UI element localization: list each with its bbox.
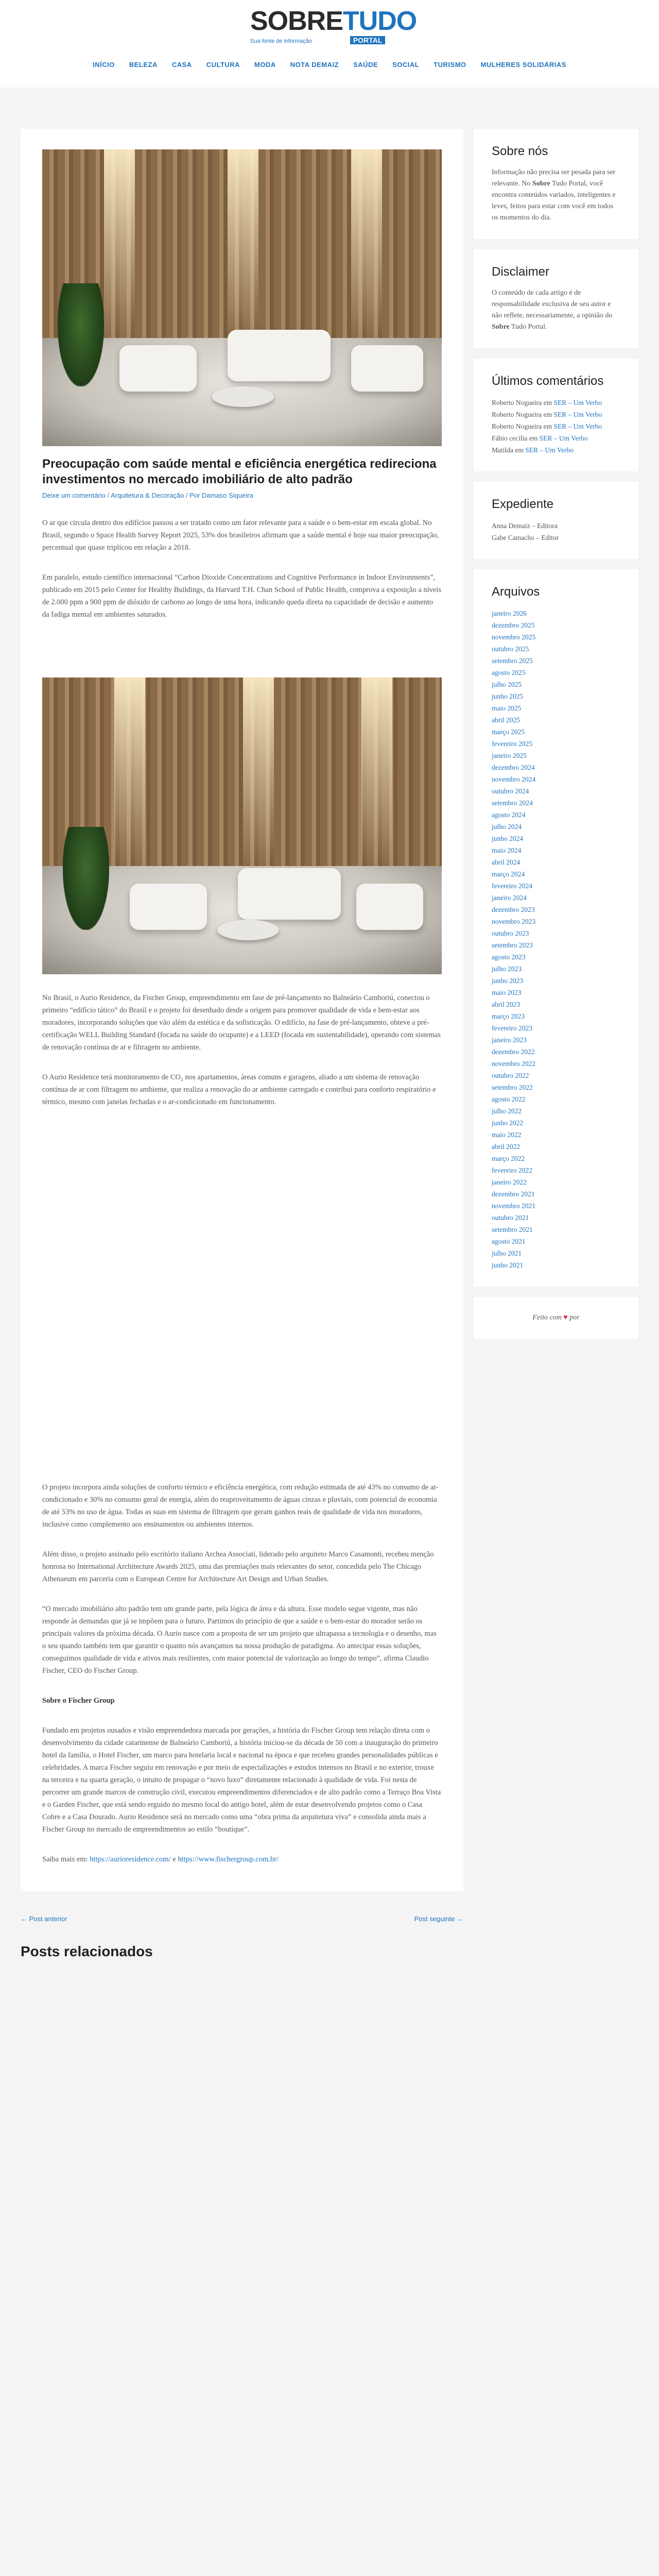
sidebar — [474, 129, 638, 1349]
archive-link[interactable]: junho 2022 — [492, 1119, 524, 1127]
comment-on: em — [542, 399, 554, 406]
comment-post-link[interactable]: SER – Um Verbo — [553, 422, 602, 430]
archive-item — [492, 1105, 620, 1117]
comment-author: Matilda — [492, 446, 513, 454]
article-paragraph: O projeto incorpora ainda soluções de conforto térmico e eficiência energética, com redução estimada de até 43% no consumo de ar-condicionado e 30% no consumo geral de energia, além do reaproveitamento de águas cinzas e pluviais, com potencial de economia de até 53% no uso de água. Todas as suas em sistema de filtragem que geram ganhos reais de qualidade de vida nos moradores, inclusive como complemento aos ensinamentos ou ambientes internos. — [42, 1483, 439, 1529]
comment-on: em — [542, 422, 554, 430]
archive-item — [492, 1176, 620, 1188]
nav-turismo[interactable]: TURISMO — [433, 61, 466, 69]
fischer-link[interactable]: https://www.fischergroup.com.br/ — [178, 1855, 279, 1863]
archive-list — [492, 607, 620, 1271]
archive-item — [492, 1212, 620, 1224]
about-text-b: Tudo Portal, você encontra conteúdos variados, inteligentes e leves, feitos para estar com você em todos os momentos do dia. — [492, 180, 616, 222]
prev-post-link[interactable]: ← Post anterior — [21, 1915, 67, 1923]
comment-author: Fábio cecília — [492, 434, 528, 442]
about-text — [492, 167, 620, 224]
made-with-love-widget — [474, 1297, 638, 1339]
comment-post-link[interactable]: SER – Um Verbo — [525, 446, 574, 454]
archive-item — [492, 951, 620, 963]
archive-link[interactable]: setembro 2024 — [492, 799, 533, 807]
archive-link[interactable]: novembro 2024 — [492, 775, 536, 783]
archive-link[interactable]: dezembro 2022 — [492, 1048, 535, 1056]
site-logo[interactable] — [250, 6, 417, 45]
recent-comment — [492, 409, 620, 420]
archive-link[interactable]: outubro 2023 — [492, 929, 529, 937]
article-links — [42, 1853, 442, 1866]
archive-item — [492, 1247, 620, 1259]
meta-author-link[interactable]: Por Damaso Siqueira — [189, 492, 253, 499]
archive-link[interactable]: junho 2023 — [492, 977, 524, 985]
comment-post-link[interactable]: SER – Um Verbo — [553, 411, 602, 418]
archive-item — [492, 1093, 620, 1105]
archive-link[interactable]: maio 2023 — [492, 989, 522, 996]
article-paragraph: Além disso, o projeto assinado pelo escritório italiano Archea Associati, liderado pelo arquiteto Marco Casamonti, recebeu menção honrosa no International Architecture Awards 2025, uma das premiações mais relevantes do setor, concedida pelo The Chicago Athenaeum em parceria com o European Centre for Architecture Art Design and Urban Studies. — [42, 1550, 434, 1583]
about-text-a: Informação não precisa ser pesada para ser relevante. No — [492, 168, 616, 188]
logo-subline — [250, 36, 410, 45]
expediente-list — [492, 520, 620, 544]
article-paragraph: No Brasil, o Aurio Residence, da Fischer Group, empreendimento em fase de pré-lançamento no Balneário Camboriú, conectou o primeiro “edifício tático” do Brasil e o projeto foi desenhado desde a origem para promover qualidade de vida e bem-estar aos moradores, incorporando soluções que vão além da estética e da sofisticação. O edifício, na fase de pré-lançamento, obteve a pré-certificação WELL Building Standard (focada na saúde do ocupante) e a LEED (focada em sustentabilidade), operando com sistemas de renovação contínua de ar e filtragem no ambiente. — [42, 994, 441, 1052]
article-paragraph: O Aurio Residence terá monitoramento de CO₂ nos apartamentos, áreas comuns e garagens, aliado a um sistema de renovação contínua de ar com filtragem no ambiente, que realiza a renovação do ar ambiente carregado e contribui para conforto respiratório e térmico, mesmo com janelas fechadas e o ar-condicionado em funcionamento. — [42, 1073, 436, 1106]
archive-link[interactable]: março 2023 — [492, 1012, 525, 1020]
nav-social[interactable]: SOCIAL — [392, 61, 420, 69]
archive-item — [492, 1224, 620, 1235]
archive-link[interactable]: julho 2025 — [492, 681, 522, 688]
disclaimer-widget — [474, 249, 638, 348]
comment-author: Roberto Nogueira — [492, 399, 542, 406]
site-header — [0, 0, 659, 88]
archive-link[interactable]: fevereiro 2023 — [492, 1024, 533, 1032]
section-heading: Sobre o Fischer Group — [42, 1697, 115, 1705]
archive-link[interactable]: maio 2022 — [492, 1131, 522, 1139]
main-content — [21, 129, 463, 1960]
archive-item — [492, 1070, 620, 1081]
archive-item — [492, 856, 620, 868]
nav-nota-demaiz[interactable]: NOTA DEMAIZ — [290, 61, 339, 69]
featured-image — [42, 149, 442, 446]
archive-item — [492, 844, 620, 856]
archive-item — [492, 1153, 620, 1164]
archive-link[interactable]: dezembro 2023 — [492, 906, 535, 913]
archive-link[interactable]: julho 2023 — [492, 965, 522, 973]
archive-item — [492, 821, 620, 833]
archive-link[interactable]: fevereiro 2025 — [492, 740, 533, 748]
archive-link[interactable]: julho 2021 — [492, 1249, 522, 1257]
comment-post-link[interactable]: SER – Um Verbo — [539, 434, 588, 442]
about-widget — [474, 129, 638, 239]
archive-item — [492, 1046, 620, 1058]
archive-widget — [474, 569, 638, 1286]
archive-item — [492, 1081, 620, 1093]
meta-category-link[interactable]: Arquitetura & Decoração — [110, 492, 184, 499]
meta-comments-link[interactable]: Deixe um comentário — [42, 492, 106, 499]
archive-link[interactable]: agosto 2024 — [492, 811, 526, 819]
disclaimer-text — [492, 287, 620, 333]
love-text-b: por — [567, 1314, 580, 1321]
archive-link[interactable]: novembro 2023 — [492, 918, 536, 925]
archive-item — [492, 1129, 620, 1141]
logo-sobre: SOBRE — [250, 6, 343, 36]
archive-link[interactable]: agosto 2025 — [492, 669, 526, 676]
recent-comment — [492, 397, 620, 409]
archive-item — [492, 880, 620, 892]
archive-item — [492, 785, 620, 797]
nav-casa[interactable]: CASA — [171, 61, 192, 69]
archive-link[interactable]: novembro 2021 — [492, 1202, 536, 1210]
disclaimer-title: Disclaimer — [492, 265, 550, 279]
archive-item — [492, 1034, 620, 1046]
logo-wordmark — [250, 6, 417, 36]
archive-item — [492, 679, 620, 690]
nav-moda[interactable]: MODA — [254, 61, 276, 69]
archive-link[interactable]: setembro 2023 — [492, 941, 533, 949]
archive-link[interactable]: dezembro 2025 — [492, 621, 535, 629]
archive-item — [492, 690, 620, 702]
archive-item — [492, 1188, 620, 1200]
nav-inicio[interactable]: INÍCIO — [93, 61, 115, 69]
logo-portal: PORTAL — [350, 36, 386, 44]
disclaimer-text-bold: Sobre — [492, 323, 510, 331]
links-prefix: Saiba mais em: — [42, 1855, 90, 1863]
archive-item — [492, 1259, 620, 1271]
article-paragraph: “O mercado imobiliário alto padrão tem um grande parte, pela lógica de área e da altura. Esse modelo segue vigente, mas não responde às demandas que já se impõem para o futuro. Partimos do princípio de que a saúde e o bem-estar do morador serão os principais valores da próxima década. O Aurio nasce com a proposta de ser um projeto que ultrapassa a tecnologia e o desenho, mas o seu quando também tem que garantir o quanto nós avançamos na nossa produção de paradigma. Ao antecipar essas soluções, conseguimos qualidade de vida e ativos mais resilientes, com maior potencial de valorização ao longo do tempo”, afirma Claudio Fischer, CEO do Fischer Group. — [42, 1605, 437, 1675]
archive-link[interactable]: outubro 2024 — [492, 787, 529, 795]
logo-tagline: Sua fonte de informação — [250, 38, 312, 44]
archive-link[interactable]: janeiro 2024 — [492, 894, 527, 902]
related-heading: Posts relacionados — [21, 1943, 153, 1959]
article-title: Preocupação com saúde mental e eficiência energética redireciona investimentos no mercado imobiliário de alto padrão — [42, 457, 437, 486]
archive-item — [492, 761, 620, 773]
article-image — [42, 677, 442, 974]
comment-author: Roberto Nogueira — [492, 411, 542, 418]
archive-item — [492, 809, 620, 821]
recent-comments-widget — [474, 359, 638, 471]
archive-item — [492, 833, 620, 844]
archive-item — [492, 726, 620, 738]
disclaimer-text-b: Tudo Portal. — [509, 323, 547, 331]
heart-icon: ♥ — [563, 1314, 568, 1321]
archive-link[interactable]: agosto 2023 — [492, 953, 526, 961]
aurio-link[interactable]: https://aurioresidence.com/ — [90, 1855, 171, 1863]
comment-on: em — [513, 446, 526, 454]
archive-item — [492, 1010, 620, 1022]
article-paragraph: Em paralelo, estudo científico internacional “Carbon Dioxide Concentrations and Cognitive Performance in Indoor Environments”, publicado em 2015 pelo Center for Healthy Buildings, da Harvard T.H. Chan School of Public Health, comprova a exposição a níveis de 2.000 ppm a 900 ppm de dióxido de carbono ao longo de uma hora, indicando queda direta na capacidade de decisão e aumento da fadiga mental em ambientes saturados. — [42, 573, 442, 619]
archive-link[interactable]: fevereiro 2024 — [492, 882, 533, 890]
disclaimer-text-a: O conteúdo de cada artigo é de responsabilidade exclusiva de seu autor e não reflete, necessariamente, a opinião do — [492, 289, 613, 319]
archive-item — [492, 1141, 620, 1153]
archive-link[interactable]: janeiro 2023 — [492, 1036, 527, 1044]
made-with-love-text — [492, 1312, 620, 1324]
archive-item — [492, 750, 620, 761]
archive-link[interactable]: dezembro 2024 — [492, 764, 535, 771]
archive-link[interactable]: maio 2025 — [492, 704, 522, 712]
article-paragraph: O ar que circula dentro dos edifícios passou a ser tratado como um fator relevante para a saúde e o bem-estar em escala global. No Brasil, segundo o Space Health Survey Report 2025, 53% dos brasileiros afirmam que a saúde mental é hoje sua maior preocupação, percentual que quase triplicou em relação a 2018. — [42, 519, 439, 552]
about-text-bold: Sobre — [532, 180, 550, 188]
archive-item — [492, 963, 620, 975]
archive-link[interactable]: abril 2025 — [492, 716, 521, 724]
archive-item — [492, 927, 620, 939]
archive-link[interactable]: agosto 2021 — [492, 1238, 526, 1245]
nav-cultura[interactable]: CULTURA — [206, 61, 240, 69]
archive-item — [492, 619, 620, 631]
comment-post-link[interactable]: SER – Um Verbo — [553, 399, 602, 406]
archive-item — [492, 1117, 620, 1129]
expediente-title: Expediente — [492, 497, 554, 511]
comment-on: em — [542, 411, 554, 418]
archive-item — [492, 904, 620, 916]
expediente-widget — [474, 482, 638, 559]
archive-link[interactable]: abril 2023 — [492, 1001, 521, 1008]
archive-item — [492, 987, 620, 998]
logo-tudo: TUDO — [342, 6, 417, 36]
archive-link[interactable]: junho 2021 — [492, 1261, 524, 1269]
article-paragraph: Fundado em projetos ousados e visão empreendedora marcada por gerações, a história do Fischer Group tem relação direta com o desenvolvimento da cidade catarinense de Balneário Camboriú, a história iniciou-se da década de 50 com a inauguração do primeiro hotel da família, o Hotel Fischer, um marco para hotelaria local e nacional na época e que recebeu grandes personalidades públicas e celebridades. A marca Fischer seguiu em renovação e por meio de especializações e estudos intensos no Brasil e no exterior, trouxe na terceira e na quarta geração, o intuito de propagar o “novo luxo” diretamente relacionado à qualidade de vida. Foi nesta de percorrer um grande marcos de construção civil, executou empreendimentos diferenciados e de alto padrão como a Terraço Boa Vista e o Garden Fischer, que está sendo erguido no mesmo local do antigo hotel, além de estar desenvolvendo projetos como o Casa Cobre e a Casa Dourado. Aurio Residence será no mercado como uma “obra prima da arquitetura viva” e consolida ainda mais a Fischer Group no mercado de empreendimentos ao estilo “boutique”. — [42, 1726, 441, 1834]
archive-link[interactable]: agosto 2022 — [492, 1095, 526, 1103]
about-title: Sobre nós — [492, 144, 548, 158]
archive-item — [492, 714, 620, 726]
recent-comment — [492, 420, 620, 432]
archive-link[interactable]: dezembro 2021 — [492, 1190, 535, 1198]
comment-on: em — [527, 434, 540, 442]
archive-item — [492, 1235, 620, 1247]
archive-link[interactable]: setembro 2021 — [492, 1226, 533, 1233]
archive-link[interactable]: abril 2022 — [492, 1143, 521, 1150]
article — [21, 129, 463, 1891]
links-separator: e — [170, 1855, 178, 1863]
article-meta: Deixe um comentário / Arquitetura & Decoração / Por Damaso Siqueira — [42, 492, 253, 499]
archive-item — [492, 667, 620, 679]
archive-link[interactable]: março 2022 — [492, 1155, 525, 1162]
archive-item — [492, 1058, 620, 1070]
love-text-a: Feito com — [532, 1314, 564, 1321]
nav-saude[interactable]: SAÚDE — [353, 61, 378, 69]
archive-item — [492, 607, 620, 619]
archive-link[interactable]: novembro 2022 — [492, 1060, 536, 1067]
archive-link[interactable]: novembro 2025 — [492, 633, 536, 641]
archive-link[interactable]: outubro 2021 — [492, 1214, 529, 1222]
comment-author: Roberto Nogueira — [492, 422, 542, 430]
archive-link[interactable]: outubro 2025 — [492, 645, 529, 653]
archive-item — [492, 773, 620, 785]
archive-item — [492, 702, 620, 714]
archive-link[interactable]: janeiro 2022 — [492, 1178, 527, 1186]
archive-link[interactable]: setembro 2025 — [492, 657, 533, 665]
archive-link[interactable]: janeiro 2025 — [492, 752, 527, 759]
archive-item — [492, 738, 620, 750]
archive-item — [492, 655, 620, 667]
archive-item — [492, 797, 620, 809]
related-posts — [21, 1943, 463, 1960]
archive-item — [492, 1200, 620, 1212]
nav-mulheres-solidarias[interactable]: MULHERES SOLIDÁRIAS — [480, 61, 566, 69]
post-navigation — [21, 1915, 463, 1923]
archive-item — [492, 975, 620, 987]
main-nav — [0, 61, 659, 69]
expediente-item: Gabe Camacho – Editor — [492, 534, 559, 541]
archive-link[interactable]: setembro 2022 — [492, 1083, 533, 1091]
archive-link[interactable]: janeiro 2026 — [492, 609, 527, 617]
archive-title: Arquivos — [492, 585, 540, 599]
expediente-item: Anna Demaiz – Editora — [492, 522, 558, 530]
archive-item — [492, 939, 620, 951]
archive-item — [492, 631, 620, 643]
archive-item — [492, 1164, 620, 1176]
archive-item — [492, 998, 620, 1010]
archive-link[interactable]: maio 2024 — [492, 846, 522, 854]
archive-link[interactable]: outubro 2022 — [492, 1072, 529, 1079]
recent-comment — [492, 432, 620, 444]
archive-item — [492, 892, 620, 904]
recent-comments-title: Últimos comentários — [492, 374, 604, 388]
archive-link[interactable]: fevereiro 2022 — [492, 1166, 533, 1174]
archive-link[interactable]: junho 2025 — [492, 692, 524, 700]
archive-link[interactable]: março 2024 — [492, 870, 525, 878]
archive-link[interactable]: julho 2024 — [492, 823, 522, 831]
archive-link[interactable]: julho 2022 — [492, 1107, 522, 1115]
archive-link[interactable]: junho 2024 — [492, 835, 524, 842]
archive-item — [492, 643, 620, 655]
archive-link[interactable]: abril 2024 — [492, 858, 521, 866]
archive-item — [492, 868, 620, 880]
nav-beleza[interactable]: BELEZA — [129, 61, 158, 69]
embedded-media-space — [42, 1108, 442, 1464]
next-post-link[interactable]: Post seguinte → — [414, 1915, 463, 1923]
archive-item — [492, 916, 620, 927]
recent-comments-list — [492, 397, 620, 456]
recent-comment — [492, 444, 620, 456]
archive-link[interactable]: março 2025 — [492, 728, 525, 736]
archive-item — [492, 1022, 620, 1034]
